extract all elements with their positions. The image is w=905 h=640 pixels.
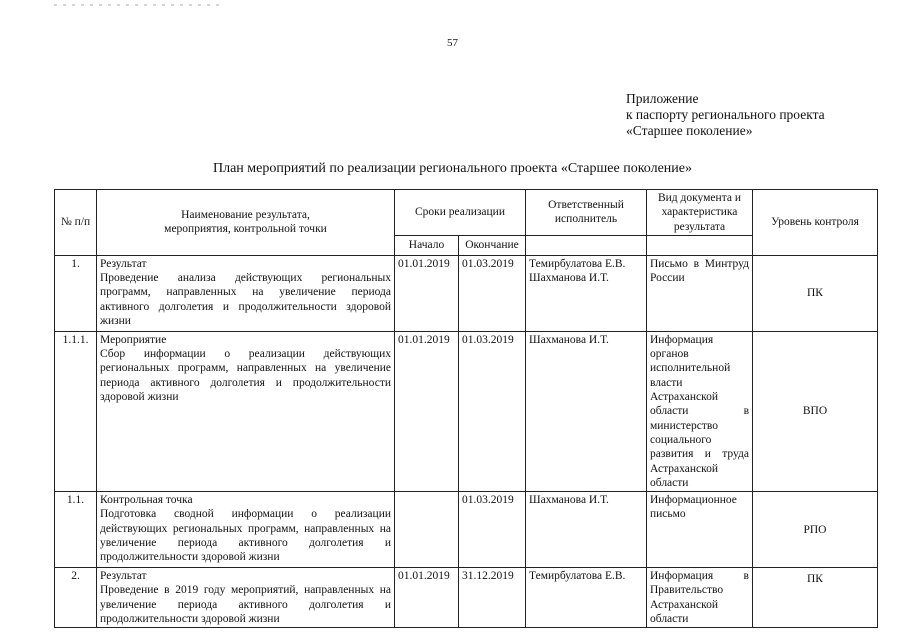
row-end: 01.03.2019	[459, 255, 526, 331]
row-type: Результат	[100, 257, 147, 270]
row-name-cell	[97, 568, 395, 628]
row-num: 1.	[55, 255, 97, 331]
row-executor: Шахманова И.Т.	[526, 331, 647, 491]
page-number: 57	[447, 37, 458, 49]
appendix-note	[626, 91, 825, 139]
row-end: 01.03.2019	[459, 331, 526, 491]
table-row	[55, 331, 878, 491]
plan-title: План мероприятий по реализации регионального проекта «Старшее поколение»	[212, 161, 692, 176]
row-doc: Информация в Правительство Астраханской области	[647, 568, 753, 628]
table-row	[55, 492, 878, 568]
row-num: 1.1.	[55, 492, 97, 568]
row-start: 01.01.2019	[395, 331, 459, 491]
header-name: Наименование результата, мероприятия, контрольной точки	[97, 190, 395, 256]
plan-table	[54, 189, 878, 628]
row-start	[395, 492, 459, 568]
header-terms: Сроки реализации	[395, 190, 526, 236]
row-type: Мероприятие	[100, 333, 167, 346]
row-level: ВПО	[753, 331, 878, 491]
header-doc-empty	[647, 235, 753, 255]
row-executor: Темирбулатова Е.В.	[526, 568, 647, 628]
row-name-cell	[97, 331, 395, 491]
row-start: 01.01.2019	[395, 255, 459, 331]
table-row	[55, 255, 878, 331]
row-num: 2.	[55, 568, 97, 628]
row-name: Подготовка сводной информации о реализации действующих региональных программ, направленных на увеличение периода активного долголетия и продолжительности здоровой жизни	[100, 508, 391, 564]
row-level: ПК	[753, 568, 878, 628]
header-level: Уровень контроля	[753, 190, 878, 256]
appendix-line-3: «Старшее поколение»	[626, 123, 753, 138]
header-doc: Вид документа и характеристика результата	[647, 190, 753, 236]
header-num: № п/п	[55, 190, 97, 256]
row-name: Проведение в 2019 году мероприятий, направленных на увеличение периода активного долголетия и продолжительности здоровой жизни	[100, 584, 391, 626]
row-type: Контрольная точка	[100, 494, 193, 507]
table-header-row	[55, 190, 878, 236]
row-end: 31.12.2019	[459, 568, 526, 628]
row-name-cell	[97, 492, 395, 568]
header-executor: Ответственный исполнитель	[526, 190, 647, 236]
row-name: Проведение анализа действующих региональных программ, направленных на увеличение периода активного долголетия и продолжительности здоровой жизни	[100, 272, 391, 328]
row-doc: Письмо в Минтруд России	[647, 255, 753, 331]
row-executor: Темирбулатова Е.В. Шахманова И.Т.	[526, 255, 647, 331]
row-end: 01.03.2019	[459, 492, 526, 568]
row-num: 1.1.1.	[55, 331, 97, 491]
scan-artifact	[54, 4, 224, 6]
header-executor-empty	[526, 235, 647, 255]
row-level: РПО	[753, 492, 878, 568]
table-row	[55, 568, 878, 628]
row-name-cell	[97, 255, 395, 331]
appendix-line-1: Приложение	[626, 91, 699, 106]
row-type: Результат	[100, 570, 147, 583]
row-level: ПК	[753, 255, 878, 331]
row-doc: Информация органов исполнительной власти Астраханской области в министерство социального развития и труда Астраханской области	[647, 331, 753, 491]
header-end: Окончание	[459, 235, 526, 255]
appendix-line-2: к паспорту регионального проекта	[626, 107, 825, 122]
header-start: Начало	[395, 235, 459, 255]
row-name: Сбор информации о реализации действующих региональных программ, направленных на увеличение периода активного долголетия и продолжительности здоровой жизни	[100, 348, 391, 404]
row-start: 01.01.2019	[395, 568, 459, 628]
row-executor: Шахманова И.Т.	[526, 492, 647, 568]
row-doc: Информационное письмо	[647, 492, 753, 568]
